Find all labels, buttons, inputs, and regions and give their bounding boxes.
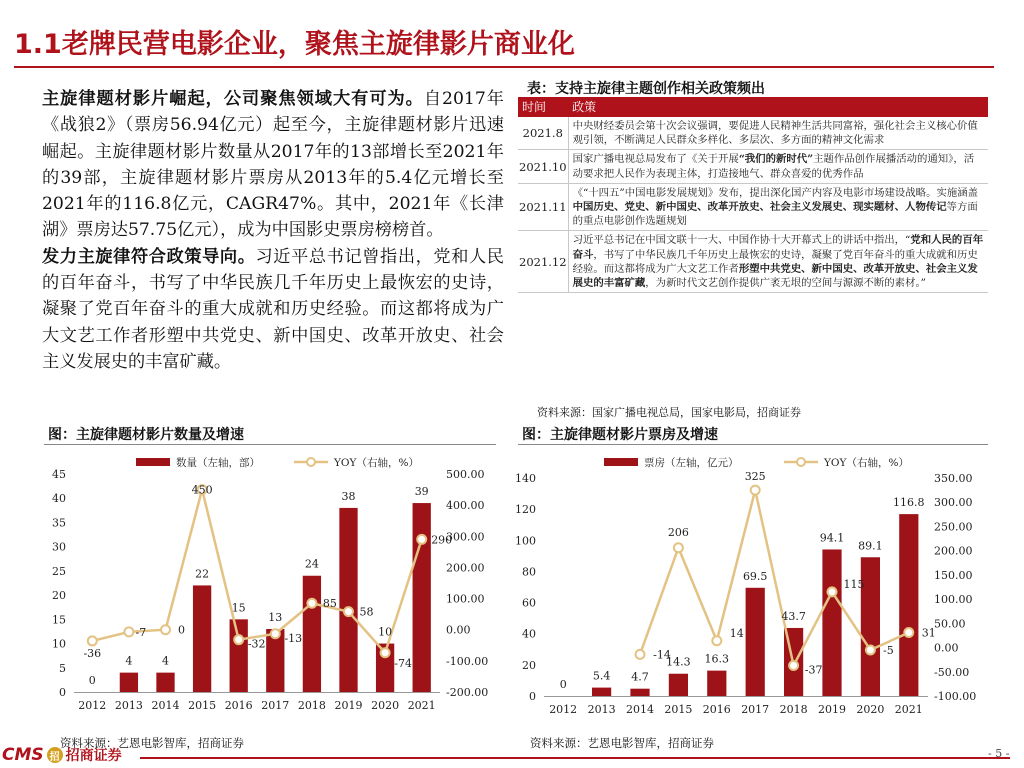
policy-text: 主题作品创作展播活动的通知》，活动要求把人民作为表现主体，打造接地气、群众喜爱的优秀作品 xyxy=(572,153,975,180)
legend-bar-label: 票房（左轴，亿元） xyxy=(644,457,739,469)
left-axis-tick-label: 5 xyxy=(59,661,66,675)
policy-text: ，书写了中华民族几千年历史上最恢宏的史诗，凝聚了党百年奋斗的重大成就和历史经验。而这都将成为广大文艺工作者 xyxy=(572,248,978,275)
cell-time: 2021.12 xyxy=(518,231,568,293)
right-axis-tick-label: 100.00 xyxy=(446,592,485,606)
paragraph-2 xyxy=(42,244,504,375)
right-axis-tick-label: 150.00 xyxy=(934,568,973,582)
bar xyxy=(707,671,726,696)
table-source: 资料来源：国家广播电视总局，国家电影局，招商证券 xyxy=(537,406,801,419)
bar xyxy=(746,588,765,696)
yoy-point xyxy=(636,650,645,659)
bar xyxy=(339,508,357,692)
bar-data-label: 39 xyxy=(414,485,429,499)
left-axis-tick-label: 120 xyxy=(515,503,536,517)
bar xyxy=(899,514,918,696)
legend-line-label: YOY（右轴，%） xyxy=(824,457,909,469)
yoy-point xyxy=(904,628,913,637)
yoy-point xyxy=(417,535,426,544)
yoy-data-label: 115 xyxy=(843,577,865,591)
left-axis-tick-label: 80 xyxy=(522,565,536,579)
x-axis-tick-label: 2016 xyxy=(702,703,731,716)
bar-data-label: 10 xyxy=(378,625,393,639)
bar-data-label: 0 xyxy=(559,678,567,691)
right-axis-tick-label: 0.00 xyxy=(446,623,471,637)
bar-data-label: 43.7 xyxy=(781,609,806,623)
left-axis-tick-label: 35 xyxy=(52,516,66,530)
yoy-point xyxy=(88,636,97,645)
x-axis-tick-label: 2015 xyxy=(664,703,693,716)
x-axis-tick-label: 2021 xyxy=(407,699,436,712)
logo-text: CMS xyxy=(2,745,44,765)
yoy-data-label: 290 xyxy=(431,533,453,547)
left-axis-tick-label: 25 xyxy=(52,564,66,578)
bar-data-label: 4 xyxy=(162,654,169,668)
bar-data-label: 89.1 xyxy=(858,539,883,553)
x-axis-tick-label: 2017 xyxy=(261,699,290,712)
policy-emphasis: “我们的新时代” xyxy=(738,153,814,166)
yoy-point xyxy=(712,636,721,645)
chart-2-title: 图：主旋律题材影片票房及增速 xyxy=(522,427,718,443)
table-header-row xyxy=(518,97,988,117)
policy-text: 国家广播电视总局发布了《关于开展 xyxy=(572,153,739,166)
yoy-point xyxy=(307,599,316,608)
bar xyxy=(193,585,211,692)
yoy-data-label: -74 xyxy=(394,656,412,670)
yoy-data-label: 85 xyxy=(322,597,337,611)
yoy-data-label: -37 xyxy=(804,663,823,677)
left-axis-tick-label: 140 xyxy=(515,472,536,485)
right-axis-tick-label: -50.00 xyxy=(934,665,970,679)
legend-bar-label: 数量（左轴，部） xyxy=(176,457,260,469)
chart-2-source: 资料来源：艺恩电影智库，招商证券 xyxy=(530,736,714,750)
paragraph-1-text: 自2017年《战狼2》（票房56.94亿元）起至今，主旋律题材影片迅速崛起。主旋律题材影片数量从2017年的13部增长至2021年的39部，主旋律题材影片票房从2013年的5.4亿元增长至2021年的116.8亿元，CAGR47%。其中，2021年《长津湖》票房达57.75亿元），成为中国影史票房榜榜首。 xyxy=(42,89,504,241)
chart-2-title-rule xyxy=(518,444,988,445)
bar-data-label: 4 xyxy=(125,654,133,668)
company-logo xyxy=(2,744,122,766)
header-time: 时间 xyxy=(518,97,568,117)
chart-film-count xyxy=(28,448,504,732)
bar-data-label: 69.5 xyxy=(742,569,768,583)
policy-text: 等方面的重点电影创作选题规划 xyxy=(572,201,978,228)
right-axis-tick-label: -100.00 xyxy=(934,690,977,703)
bar-data-label: 16.3 xyxy=(704,652,730,666)
bar xyxy=(822,549,841,696)
policy-text: 中央财经委员会第十次会议强调，要促进人民精神生活共同富裕，强化社会主义核心价值观引领，不断满足人民群众多样化、多层次、多方面的精神文化需求 xyxy=(572,120,978,147)
x-axis-tick-label: 2014 xyxy=(626,703,654,716)
x-axis-tick-label: 2018 xyxy=(779,703,808,716)
yoy-data-label: -32 xyxy=(247,637,266,651)
bar-data-label: 38 xyxy=(341,489,356,503)
paragraph-1-heading: 主旋律题材影片崛起，公司聚焦领域大有可为。 xyxy=(42,89,424,109)
right-axis-tick-label: 250.00 xyxy=(934,520,973,534)
chart-box-office xyxy=(506,448,996,732)
bar xyxy=(230,619,248,692)
x-axis-tick-label: 2014 xyxy=(151,699,180,712)
table-row xyxy=(518,231,988,293)
paragraph-1 xyxy=(42,86,504,244)
bar-data-label: 13 xyxy=(268,611,283,625)
bar xyxy=(156,673,174,692)
paragraph-2-text: 习近平总书记曾指出，党和人民的百年奋斗，书写了中华民族几千年历史上最恢宏的史诗，凝聚了党百年奋斗的重大成就和历史经验。而这都将成为广大文艺工作者形塑中共党史、新中国史、改革开放史、社会主义发展史的丰富矿藏。 xyxy=(42,246,504,372)
chart-1-title-rule xyxy=(44,444,496,445)
title-rule xyxy=(14,66,994,68)
bar xyxy=(592,688,611,696)
yoy-data-label: 450 xyxy=(191,483,213,497)
bar-data-label: 22 xyxy=(195,567,210,581)
footer-rule xyxy=(140,757,1010,759)
page-title: 1.1老牌民营电影企业，聚焦主旋律影片商业化 xyxy=(14,29,575,60)
chart-1-source: 资料来源：艺恩电影智库，招商证券 xyxy=(60,736,244,750)
left-axis-tick-label: 30 xyxy=(52,540,66,554)
left-axis-tick-label: 20 xyxy=(52,589,66,603)
yoy-point xyxy=(866,645,875,654)
bar-data-label: 15 xyxy=(231,601,246,615)
left-axis-tick-label: 0 xyxy=(59,686,66,699)
x-axis-tick-label: 2016 xyxy=(224,699,253,712)
bar xyxy=(303,576,321,692)
chart-1-title: 图：主旋律题材影片数量及增速 xyxy=(48,427,244,443)
yoy-data-label: -13 xyxy=(284,631,303,645)
legend-bar-swatch xyxy=(136,458,170,466)
yoy-data-label: 58 xyxy=(359,605,374,619)
left-axis-tick-label: 60 xyxy=(522,596,536,610)
right-axis-tick-label: 100.00 xyxy=(934,593,973,607)
right-axis-tick-label: 200.00 xyxy=(934,544,973,558)
body-text xyxy=(42,86,504,375)
policy-emphasis: 形塑中共党史、新中国史、改革开放史、社会主义发展史的丰富矿藏 xyxy=(572,262,978,290)
legend-line-marker xyxy=(797,458,805,466)
yoy-data-label: -14 xyxy=(653,648,671,662)
left-axis-tick-label: 100 xyxy=(515,534,536,548)
bar xyxy=(630,689,649,696)
left-axis-tick-label: 45 xyxy=(52,468,66,481)
paragraph-2-heading: 发力主旋律符合政策导向。 xyxy=(42,246,256,267)
right-axis-tick-label: 400.00 xyxy=(446,499,485,513)
yoy-point xyxy=(789,661,798,670)
cell-policy xyxy=(568,183,988,231)
bar-data-label: 116.8 xyxy=(893,496,925,510)
x-axis-tick-label: 2019 xyxy=(818,703,846,716)
legend-bar-swatch xyxy=(604,458,638,466)
bar-data-label: 0 xyxy=(88,674,96,687)
legend-line-label: YOY（右轴，%） xyxy=(334,457,419,469)
header-policy: 政策 xyxy=(568,97,988,117)
yoy-point xyxy=(124,627,133,636)
yoy-point xyxy=(381,648,390,657)
bar xyxy=(669,674,688,696)
yoy-data-label: 14 xyxy=(729,626,744,640)
left-axis-tick-label: 0 xyxy=(529,690,536,703)
x-axis-tick-label: 2018 xyxy=(297,699,326,712)
policy-table xyxy=(518,97,988,293)
yoy-point xyxy=(234,635,243,644)
cell-time: 2021.8 xyxy=(518,117,568,150)
logo-badge-icon: 招 xyxy=(47,747,63,763)
cell-policy xyxy=(568,117,988,150)
cell-policy xyxy=(568,150,988,183)
yoy-data-label: 0 xyxy=(178,623,185,637)
right-axis-tick-label: 500.00 xyxy=(446,468,485,481)
cell-time: 2021.11 xyxy=(518,183,568,231)
right-axis-tick-label: 350.00 xyxy=(934,472,973,485)
bar-data-label: 5.4 xyxy=(592,669,611,683)
x-axis-tick-label: 2015 xyxy=(188,699,217,712)
bar-data-label: 24 xyxy=(304,557,319,571)
x-axis-tick-label: 2017 xyxy=(741,703,770,716)
bar xyxy=(120,673,138,692)
bar-data-label: 94.1 xyxy=(819,531,845,545)
yoy-data-label: -36 xyxy=(83,646,102,660)
x-axis-tick-label: 2021 xyxy=(894,703,923,716)
right-axis-tick-label: -100.00 xyxy=(446,654,489,668)
x-axis-tick-label: 2020 xyxy=(371,699,400,712)
right-axis-tick-label: 300.00 xyxy=(934,496,973,510)
bar-data-label: 4.7 xyxy=(631,670,649,684)
x-axis-tick-label: 2020 xyxy=(856,703,885,716)
left-axis-tick-label: 10 xyxy=(52,637,66,651)
yoy-point xyxy=(271,629,280,638)
policy-text: ，为新时代文艺创作提供广袤无垠的空间与源源不断的素材。” xyxy=(645,277,926,290)
legend-line-marker xyxy=(307,458,315,466)
x-axis-tick-label: 2012 xyxy=(78,699,107,712)
yoy-data-label: -7 xyxy=(135,625,147,639)
yoy-point xyxy=(828,587,837,596)
page-number: - 5 - xyxy=(988,747,1010,760)
yoy-point xyxy=(674,543,683,552)
policy-text: 《“十四五”中国电影发展规划》发布，提出深化国产内容及电影市场建设战略。实施涵盖 xyxy=(572,186,979,199)
right-axis-tick-label: 50.00 xyxy=(934,617,966,631)
policy-emphasis: 党和人民的百年奋斗 xyxy=(572,234,984,261)
yoy-data-label: 31 xyxy=(921,626,936,640)
bar xyxy=(413,503,431,692)
x-axis-tick-label: 2013 xyxy=(114,699,143,712)
cell-time: 2021.10 xyxy=(518,150,568,183)
yoy-point xyxy=(344,607,353,616)
table-row xyxy=(518,150,988,183)
x-axis-tick-label: 2013 xyxy=(587,703,616,716)
policy-emphasis: 中国历史、党史、新中国史、改革开放史、社会主义发展史、现实题材、人物传记 xyxy=(572,201,947,214)
left-axis-tick-label: 20 xyxy=(522,658,536,672)
right-axis-tick-label: 0.00 xyxy=(934,641,959,655)
cell-policy xyxy=(568,231,988,293)
left-axis-tick-label: 15 xyxy=(52,613,66,627)
left-axis-tick-label: 40 xyxy=(52,492,66,506)
yoy-point xyxy=(751,486,760,495)
yoy-data-label: -5 xyxy=(883,643,894,657)
right-axis-tick-label: 300.00 xyxy=(446,530,485,544)
logo-name: 招商证券 xyxy=(65,748,122,764)
x-axis-tick-label: 2019 xyxy=(334,699,363,712)
policy-text: 习近平总书记在中国文联十一大、中国作协十大开幕式上的讲话中指出，“ xyxy=(572,234,911,247)
bar-data-label: 14.3 xyxy=(666,655,691,669)
yoy-data-label: 325 xyxy=(744,470,766,484)
x-axis-tick-label: 2012 xyxy=(549,703,578,716)
table-caption: 表：支持主旋律主题创作相关政策频出 xyxy=(527,81,765,97)
table-row xyxy=(518,183,988,231)
right-axis-tick-label: 200.00 xyxy=(446,561,485,575)
right-axis-tick-label: -200.00 xyxy=(446,686,489,699)
table-row xyxy=(518,117,988,150)
left-axis-tick-label: 40 xyxy=(522,627,536,641)
yoy-point xyxy=(161,625,170,634)
yoy-data-label: 206 xyxy=(667,525,689,539)
